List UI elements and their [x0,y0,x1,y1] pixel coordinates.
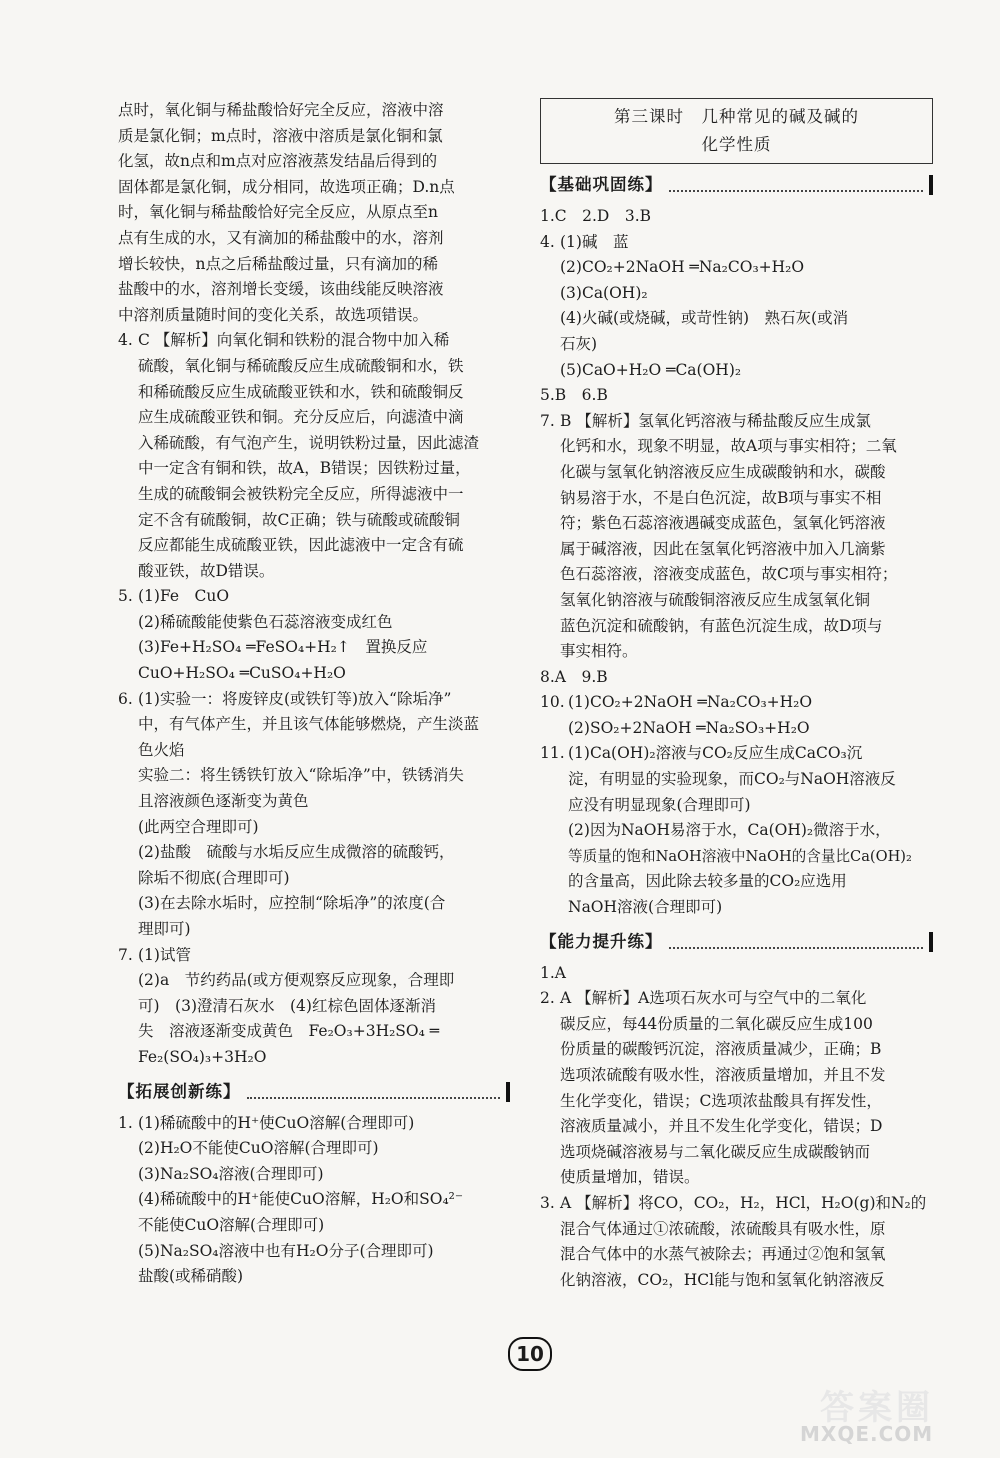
text-line: Fe₂(SO₄)₃+3H₂O [138,1047,267,1066]
text-line: (1)试管 [138,945,191,964]
text-line: (此两空合理即可) [138,817,259,836]
item-number: 4. [540,232,555,251]
text-line: 实验二：将生锈铁钉放入“除垢净”中，铁锈消失 [138,766,464,785]
text-line: 化钙和水，现象不明显，故A项与事实相符；二氧 [560,437,897,456]
text-line: A 【解析】A选项石灰水可与空气中的二氧化 [560,989,867,1008]
text-line: (1)Ca(OH)₂溶液与CO₂反应生成CaCO₃沉 [568,744,863,763]
text-line: 化碳与氢氧化钠溶液反应生成碳酸钠和水，碳酸 [560,462,886,481]
text-line: 份质量的碳酸钙沉淀，溶液质量减少，正确；B [560,1040,882,1059]
text-line: 混合气体中的水蒸气被除去；再通过②饱和氢氧 [560,1245,886,1264]
text-line: (3)Na₂SO₄溶液(合理即可) [138,1164,324,1183]
text-line: 增长较快，n点之后稀盐酸过量，只有滴加的稀 [118,254,438,273]
section-title: 【能力提升练】 [540,931,663,951]
page-number: 10 [508,1337,552,1371]
answer-item-4 [118,328,510,584]
text-line: (3)在去除水垢时，应控制“除垢净”的浓度(合 [138,894,446,913]
text-line: 等质量的饱和NaOH溶液中NaOH的含量比Ca(OH)₂ [568,847,912,865]
text-line: 应没有明显现象(合理即可) [568,795,751,814]
text-line: NaOH溶液(合理即可) [568,898,723,917]
item-number: 7. [118,945,133,964]
text-line: 碳反应，每44份质量的二氧化碳反应生成100 [560,1014,873,1033]
text-line: 反应都能生成硫酸亚铁，因此滤液中一定含有硫 [138,536,464,555]
text-line: 盐酸中的水，溶剂增长变缓，该曲线能反映溶液 [118,280,444,299]
text-line: (2)因为NaOH易溶于水，Ca(OH)₂微溶于水， [568,821,891,840]
dotted-rule [669,178,924,192]
text-line: 失 溶液逐渐变成黄色 Fe₂O₃+3H₂SO₄ ═ [138,1022,440,1041]
text-line: 色石蕊溶液，溶液变成蓝色，故C项与事实相符； [560,565,898,584]
dotted-rule [247,1085,501,1099]
text-line: 符；紫色石蕊溶液遇碱变成蓝色，氢氧化钙溶液 [560,514,886,533]
item-number: 1. [118,1113,133,1132]
text-line: 石灰) [560,334,598,353]
text-line: (1)碱 蓝 [560,232,629,251]
text-line: (2)SO₂+2NaOH ═Na₂SO₃+H₂O [568,718,810,737]
ability-item-2 [540,986,933,1191]
answer-line-1-3: 1.C 2.D 3.B [540,207,652,225]
section-end-bar [929,175,933,195]
text-line: (4)火碱(或烧碱，或苛性钠) 熟石灰(或消 [560,309,849,328]
section-end-bar [929,932,933,952]
text-line: (2)盐酸 硫酸与水垢反应生成微溶的硫酸钙， [138,843,455,862]
text-line: (2)H₂O不能使CuO溶解(合理即可) [138,1139,379,1158]
text-line: 入稀硫酸，有气泡产生，说明铁粉过量，因此滤渣 [138,433,480,452]
text-line: 时，氧化铜与稀盐酸恰好完全反应，从原点至n [118,203,438,222]
section-title: 【拓展创新练】 [118,1081,241,1101]
text-line: 应生成硫酸亚铁和铜。充分反应后，向滤渣中滴 [138,408,464,427]
text-line: 蓝色沉淀和硫酸钠，有蓝色沉淀生成，故D项与 [560,616,883,635]
item-number: 2. [540,989,555,1008]
text-line: 选项浓硫酸有吸水性，溶液质量增加，并且不发 [560,1066,886,1084]
text-line: 和稀硫酸反应生成硫酸亚铁和水，铁和硫酸铜反 [138,382,464,401]
text-line: 点时，氧化铜与稀盐酸恰好完全反应，溶液中溶 [118,101,444,119]
item-number: 5. [118,587,133,606]
text-line: 钠易溶于水，不是白色沉淀，故B项与事实不相 [560,488,882,507]
watermark-url: MXQE.COM [800,1422,934,1446]
text-line: 硫酸，氧化铜与稀硫酸反应生成硫酸铜和水，铁 [138,356,464,375]
section-title: 【基础巩固练】 [540,175,663,195]
text-line: 选项烧碱溶液易与二氧化碳反应生成碳酸钠而 [560,1142,871,1161]
lesson-title-line: 第三课时 几种常见的碱及碱的 [614,107,859,126]
item-number: 6. [118,689,133,708]
text-line: C 【解析】向氧化铜和铁粉的混合物中加入稀 [138,331,450,350]
text-line: 事实相符。 [560,642,638,661]
dotted-rule [669,935,924,949]
text-line: (2)CO₂+2NaOH ═Na₂CO₃+H₂O [560,258,805,277]
item-number: 3. [540,1193,555,1212]
section-header-extend [118,1077,510,1107]
section-end-bar [506,1082,510,1102]
text-line: 中一定含有铜和铁，故A，B错误；因铁粉过量， [138,459,471,478]
text-line: 质是氯化铜；m点时，溶液中溶质是氯化铜和氯 [118,126,443,145]
answer-line-5-6: 5.B 6.B [540,386,608,405]
text-line: 氢氧化钠溶液与硫酸铜溶液反应生成氢氧化铜 [560,590,871,609]
left-continuation [118,98,510,328]
text-line: (1)实验一：将废锌皮(或铁钉等)放入“除垢净” [138,689,452,708]
text-line: 可) (3)澄清石灰水 (4)红棕色固体逐渐消 [138,996,436,1015]
text-line: 理即可) [138,920,191,938]
lesson-title-line: 化学性质 [701,135,772,154]
answer-item-5 [118,584,510,686]
text-line: 固体都是氯化铜，成分相同，故选项正确；D.n点 [118,177,455,196]
text-line: 盐酸(或稀硝酸) [138,1267,244,1286]
text-line: 中溶剂质量随时间的变化关系，故选项错误。 [118,305,429,324]
text-line: (5)CaO+H₂O ═Ca(OH)₂ [560,360,742,379]
text-line: 中，有气体产生，并且该气体能够燃烧，产生淡蓝 [138,715,480,734]
text-line: 不能使CuO溶解(合理即可) [138,1215,325,1234]
answer-line-8-9: 8.A 9.B [540,667,608,686]
text-line: 溶液质量减小，并且不发生化学变化，错误；D [560,1117,883,1136]
section-header-ability [540,927,933,957]
text-line: 酸亚铁，故D错误。 [138,561,275,580]
text-line: CuO+H₂SO₄ ═CuSO₄+H₂O [138,664,346,683]
left-column [118,98,510,1290]
basic-item-4 [540,230,933,384]
text-line: (2)a 节约药品(或方便观察反应现象，合理即 [138,971,455,990]
text-line: 色火焰 [138,740,185,759]
text-line: 定不含有硫酸铜，故C正确；铁与硫酸或硫酸铜 [138,510,460,529]
text-line: (1)稀硫酸中的H⁺使CuO溶解(合理即可) [138,1113,415,1132]
basic-item-11 [540,741,933,920]
text-line: B 【解析】氢氧化钙溶液与稀盐酸反应生成氯 [560,411,871,430]
text-line: A 【解析】将CO，CO₂，H₂，HCl，H₂O(g)和N₂的 [560,1193,927,1212]
text-line: 且溶液颜色逐渐变为黄色 [138,792,309,811]
text-line: (5)Na₂SO₄溶液中也有H₂O分子(合理即可) [138,1241,434,1260]
watermark-logo: 答案圈 [820,1388,934,1428]
item-number: 11. [540,744,565,763]
text-line: 生化学变化，错误；C选项浓盐酸具有挥发性， [560,1091,882,1110]
text-line: 使质量增加，错误。 [560,1168,700,1187]
text-line: 的含量高，因此除去较多量的CO₂应选用 [568,872,847,891]
text-line: (3)Fe+H₂SO₄ ═FeSO₄+H₂↑ 置换反应 [138,638,428,657]
basic-item-7 [540,409,933,665]
text-line: 生成的硫酸铜会被铁粉完全反应，所得滤液中一 [138,484,464,503]
text-line: 化氢，故n点和m点对应溶液蒸发结晶后得到的 [118,152,438,171]
text-line: (1)Fe CuO [138,587,230,606]
item-number: 10. [540,693,565,712]
watermark [800,1388,980,1448]
basic-item-10 [540,690,933,741]
section-header-basic [540,170,933,200]
answer-item-7 [118,943,510,1071]
answer-item-6 [118,687,510,943]
text-line: 点有生成的水，又有滴加的稀盐酸中的水，溶剂 [118,228,444,247]
text-line: (4)稀硫酸中的H⁺能使CuO溶解，H₂O和SO₄²⁻ [138,1190,464,1209]
item-number: 7. [540,411,555,430]
text-line: 化钠溶液，CO₂，HCl能与饱和氢氧化钠溶液反 [560,1270,885,1289]
answer-line-a1: 1.A [540,963,566,982]
text-line: (3)Ca(OH)₂ [560,283,648,302]
ability-item-3 [540,1191,933,1293]
text-line: (2)稀硫酸能使紫色石蕊溶液变成红色 [138,612,393,631]
text-line: (1)CO₂+2NaOH ═Na₂CO₃+H₂O [568,693,813,712]
text-line: 除垢不彻底(合理即可) [138,868,290,887]
text-line: 混合气体通过①浓硫酸，浓硫酸具有吸水性，原 [560,1219,886,1238]
right-column [540,98,933,1293]
text-line: 属于碱溶液，因此在氢氧化钙溶液中加入几滴紫 [560,539,886,558]
text-line: 淀，有明显的实验现象，而CO₂与NaOH溶液反 [568,770,896,789]
extend-item-1 [118,1111,510,1290]
lesson-title-box [540,98,933,164]
item-number: 4. [118,331,133,350]
